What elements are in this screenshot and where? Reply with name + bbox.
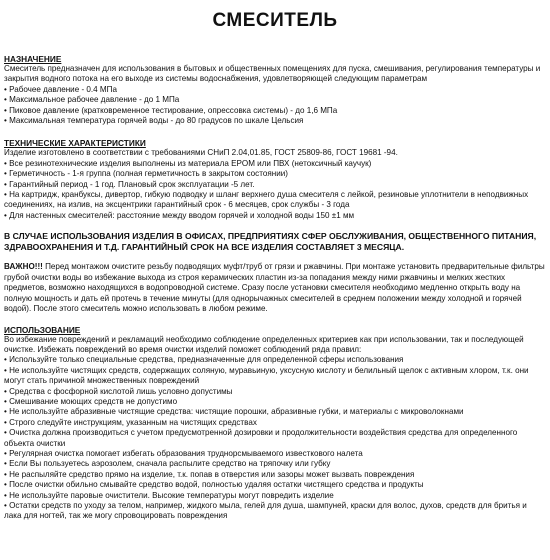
purpose-intro: Смеситель предназначен для использования в бытовых и общественных помещениях для пуска, смешивания, регулирования температуры и закрытия водного потока на его выходе из системы водоснабжения, удовлетворяющей следующим параметрам (4, 64, 541, 84)
warning-text: Перед монтажом очистите резьбу подводящих муфт/труб от грязи и ржавчины. При монтаже установить предварительные фильтры грубой очистки воды во избежание выхода из строя керамических пластин из-за попадания между ними ржавчины и мелких жестких предметов, возможно находящихся в водопроводной системе. Сразу после установки смесителя необходимо медленно открыть воду на полную мощность и дать ей протечь в течение минуты (для однорычажных смесителей в среднем положении между холодной и горячей водой). После этого смеситель можно использовать в любом режиме. (4, 262, 545, 314)
usage-heading: ИСПОЛЬЗОВАНИЕ (4, 324, 81, 335)
usage-section (4, 325, 546, 522)
list-item: • Максимальное рабочее давление - до 1 МПа (4, 95, 180, 105)
specs-intro: Изделие изготовлено в соответствии с требованиями СНиП 2.04,01.85, ГОСТ 25809-86, ГОСТ 19681 -94. (4, 148, 398, 158)
list-item: • Не используйте чистящих средств, содержащих соляную, муравьиную, уксусную кислоту и белильный щелок с активным хлором, т.к. они могут стать причиной множественных повреждений (4, 365, 529, 386)
list-item: • Очистка должна производиться с учетом предусмотренной дозировки и продолжительности воздействия средства для определенного объекта очистки (4, 428, 518, 448)
important-warning (4, 262, 546, 314)
list-item: • Герметичность - 1-я группа (полная герметичность в закрытом состоянии) (4, 169, 288, 179)
list-item: • Если Вы пользуетесь аэрозолем, сначала распылите средство на тряпочку или губку (4, 459, 331, 469)
purpose-heading: НАЗНАЧЕНИЕ (4, 54, 62, 64)
specs-section (4, 138, 546, 221)
list-item: • Средства с фосфорной кислотой лишь условно допустимы (4, 386, 233, 396)
specs-list (4, 159, 546, 221)
list-item: • Не распыляйте средство прямо на изделие, т.к. попав в отверстия или зазоры может вызвать повреждения (4, 469, 415, 479)
list-item: • Строго следуйте инструкциям, указанным на чистящих средствах (4, 417, 257, 427)
list-item: • Пиковое давление (кратковременное тестирование, опрессовка системы) - до 1,6 МПа (4, 105, 338, 115)
page-title: СМЕСИТЕЛЬ (212, 10, 338, 31)
warranty-notice: В СЛУЧАЕ ИСПОЛЬЗОВАНИЯ ИЗДЕЛИЯ В ОФИСАХ, ПРЕДПРИЯТИЯХ СФЕР ОБСЛУЖИВАНИЯ, ОБЩЕСТВЕННОГО ПИТАНИЯ, ЗДРАВООХРАНЕНИЯ И Т.Д. ГАРАНТИЙНЫЙ СРОК НА ВСЕ ИЗДЕЛИЯ СОСТАВЛЯЕТ 3 МЕСЯЦА. (4, 231, 537, 252)
list-item: • Смешивание моющих средств не допустимо (4, 396, 178, 406)
document-page (0, 10, 550, 560)
list-item: • Рабочее давление - 0.4 МПа (4, 84, 117, 94)
list-item: • На картридж, кранбуксы, дивертор, гибкую подводку и шланг верхнего душа смесителя с лейкой, резиновые уплотнители в неподвижных соединениях, на излив, на эксцентрики гарантийный срок - 6 месяцев, срок службы - 3 года (4, 190, 529, 210)
list-item: • Гарантийный период - 1 год. Плановый срок эксплуатации -5 лет. (4, 179, 255, 189)
list-item: • Не используйте паровые очистители. Высокие температуры могут повредить изделие (4, 490, 334, 500)
list-item: • Используйте только специальные средства, предназначенные для определенной сферы использования (4, 355, 404, 365)
list-item: • Остатки средств по уходу за телом, например, жидкого мыла, гелей для душа, шампуней, краски для волос, духов, средств для бритья и лака для ногтей, так же могу спровоцировать повреждения (4, 501, 527, 521)
list-item: • После очистки обильно смывайте средство водой, полностью удаляя остатки чистящего средства и продукты (4, 480, 424, 490)
purpose-section (4, 54, 546, 126)
list-item: • Максимальная температура горячей воды - до 80 градусов по шкале Цельсия (4, 116, 304, 126)
list-item: • Не используйте абразивные чистящие средства: чистящие порошки, абразивные губки, и материалы с микроволокнами (4, 407, 464, 417)
list-item: • Регулярная очистка помогает избегать образования труднорсмываемого известкового налета (4, 448, 363, 458)
purpose-list (4, 85, 546, 127)
specs-heading: ТЕХНИЧЕСКИЕ ХАРАКТЕРИСТИКИ (4, 138, 146, 149)
list-item: • Для настенных смесителей: расстояние между вводом горячей и холодной воды 150 ±1 мм (4, 210, 355, 220)
list-item: • Все резинотехнические изделия выполнены из материала EPOM или ПВХ (нетоксичный каучук) (4, 158, 372, 168)
warning-lead: ВАЖНО!!! (4, 262, 43, 272)
usage-intro: Во избежание повреждений и рекламаций необходимо соблюдение определенных критериев как при использовании, так и последующей очистке. Избежать повреждений во время очистки изделий поможет соблюдений ряда правил: (4, 334, 524, 354)
usage-list (4, 355, 546, 522)
